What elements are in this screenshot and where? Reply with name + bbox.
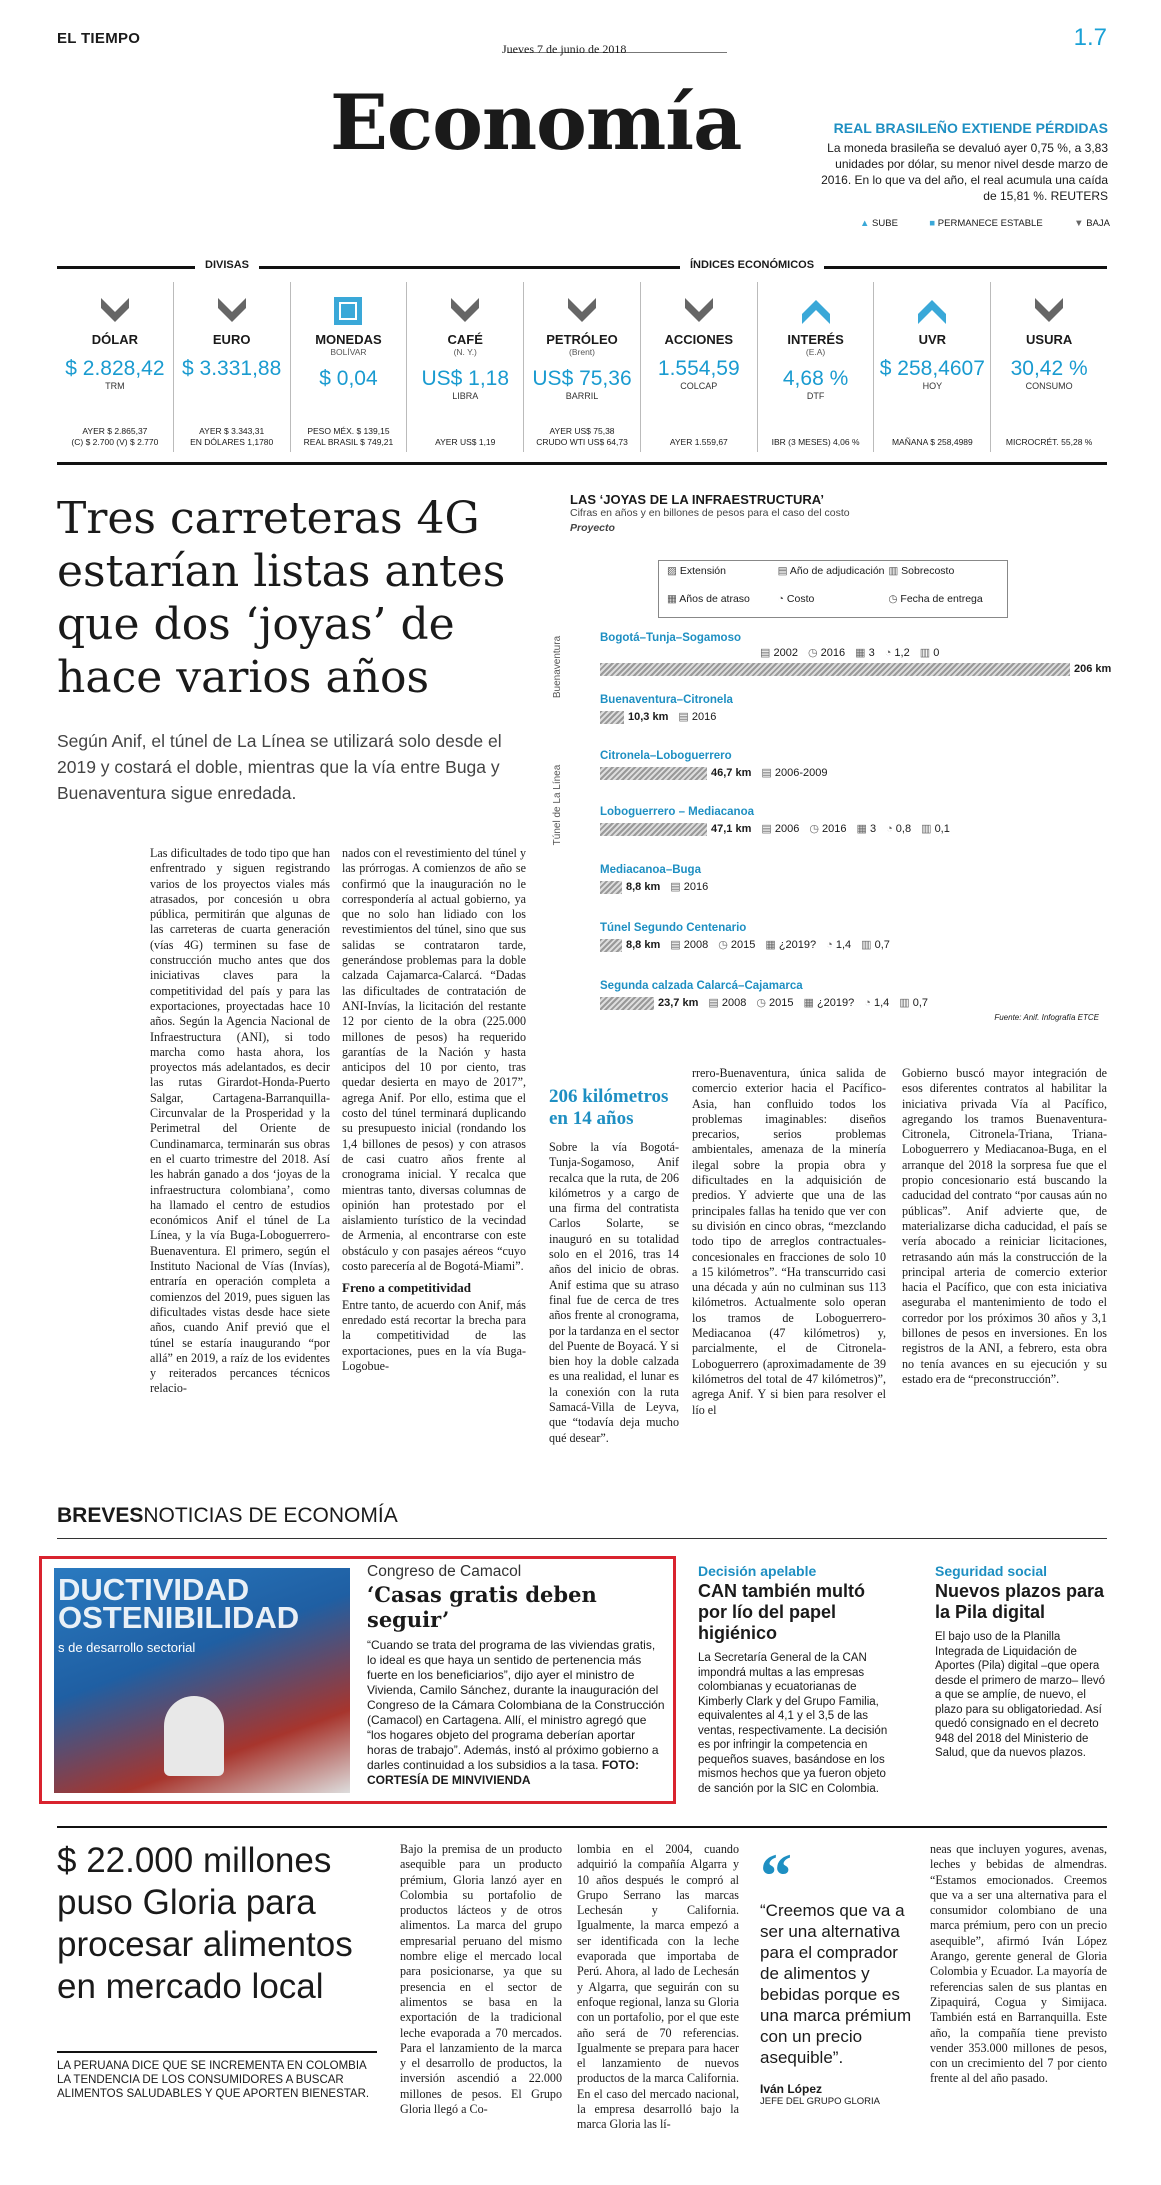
project-name: Buenaventura–Citronela <box>600 694 733 706</box>
indicator-name: ACCIONES <box>664 332 734 347</box>
indicator-extra: PESO MÉX. $ 139,15 REAL BRASIL $ 749,21 <box>303 426 394 447</box>
indicator-extra: IBR (3 MESES) 4,06 % <box>771 437 860 447</box>
project-fact: ▤ 2016 <box>678 711 717 723</box>
indicator-sub: (E.A) <box>805 347 826 357</box>
indicator-6 <box>758 282 875 452</box>
section-title: Economía <box>330 78 742 167</box>
divisas-header: DIVISAS <box>195 259 259 271</box>
breve-pila <box>935 1563 1107 1761</box>
article-col-2-text: nados con el revestimiento del túnel y las prórrogas. A comienzos de año se confirmó que la inauguración no le correspondería al actual gobierno, ya que no solo han lidiado con los revestimientos del túnel, sino que sus salidas se contrataron tarde, generándose problemas para la doble calzada Cajamarca-Calarcá. “Dadas las dificultades de contratación de ANI-Invías, la licitación del restante 12 por ciento de la obra (225.000 millones de pesos) ha requerido garantías de la Nación y hasta anticipos del 10 por ciento, tras quedar desierta en mayo de 2017”, agrega Anif. Por ello, estima que el costo del túnel terminará duplicando su presupuesto inicial (rondando los 1,4 billones de pesos) y con atrasos de casi cuatro años frente al cronograma inicial. Y recalca que mientras tanto, diversas columnas de opinión han protestado por el aislamiento turístico de la vecindad de Armenia, al encontrarse con este obstáculo y con pasajes aéreos “cuyo costo parecería al de Bogotá-Miami”. <box>342 846 526 1274</box>
article-col-2 <box>342 846 526 1374</box>
project-fact: ◔ 0,8 <box>886 823 912 835</box>
indicator-value: 4,68 % <box>782 367 849 390</box>
up-chevron-icon <box>799 294 833 328</box>
quote-author: Iván López <box>760 2082 823 2096</box>
quote-text: “Creemos que va a ser una alternativa para el comprador de alimentos y bebidas porque es una marca prémium con un precio asequible”. <box>760 1901 912 2067</box>
quote-role: JEFE DEL GRUPO GLORIA <box>760 2096 881 2107</box>
legend-glyph-icon: ▦ <box>667 593 677 605</box>
photo-banner-text: DUCTIVIDAD OSTENIBILIDAD <box>58 1572 300 1635</box>
brasil-text: La moneda brasileña se devaluó ayer 0,75 %, a 3,83 unidades por dólar, su menor nivel desde marzo de 2016. En lo que va del año, el real acumula una caída de 15,81 %. REUTERS <box>821 141 1108 203</box>
group-label-linea: Túnel de La Línea <box>552 764 563 846</box>
indicator-value: US$ 1,18 <box>421 367 510 390</box>
legend-glyph-icon: ▨ <box>667 565 677 577</box>
fact-icon: ▤ <box>670 939 681 951</box>
project-fact: ◔ 1,4 <box>864 997 890 1009</box>
project-fact: ▥ 0,1 <box>921 823 950 835</box>
article-subhead: Freno a competitividad <box>342 1280 472 1296</box>
up-arrow-icon: ▲ <box>860 218 870 229</box>
indicator-extra: AYER 1.559,67 <box>669 437 728 447</box>
project-fact: ◔ 1,2 <box>884 647 910 659</box>
project-name: Loboguerrero – Mediacanoa <box>600 806 755 818</box>
breve-1-kicker: Congreso de Camacol <box>367 1563 522 1580</box>
gloria-dek: LA PERUANA DICE QUE SE INCREMENTA EN COLOMBIA LA TENDENCIA DE LOS CONSUMIDORES A BUSCAR ALIMENTOS SALUDABLES Y QUE APORTEN BIENESTAR. <box>57 2051 377 2101</box>
infographic-rows <box>570 632 1112 1012</box>
trend-legend <box>860 218 1110 229</box>
breve-3-kicker: Seguridad social <box>935 1563 1048 1579</box>
infographic-subtitle: Cifras en años y en billones de pesos para el caso del costo <box>570 507 850 519</box>
project-bar <box>600 767 707 780</box>
breves-header: BREVESNOTICIAS DE ECONOMÍA <box>57 1504 398 1527</box>
project-bar-line <box>600 710 1100 724</box>
indicator-4 <box>524 282 641 452</box>
indicator-8 <box>991 282 1107 452</box>
fact-icon: ▤ <box>760 647 771 659</box>
project-km: 8,8 km <box>626 881 661 893</box>
photo-banner-sub: s de desarrollo sectorial <box>58 1640 196 1655</box>
infographic <box>552 492 1112 1030</box>
fact-icon: ▥ <box>919 647 931 659</box>
gloria-col-4: neas que incluyen yogures, avenas, leches y bebidas de almendras. “Estamos emocionados. Creemos que va a ser una alternativa para el consumidor colombiano de una marca prémium, pero con un precio asequible”, afirmó Iván López Arango, gerente general de Gloria Colombia y Ecuador. La mayoría de referencias salen de sus plantas en Zipaquirá, Cogua y Simijaca. También está en Barranquilla. Este año, la compañía tiene previsto vender 353.000 millones de pesos, con un crecimiento del 7 por ciento frente al del año pasado. <box>930 1842 1107 2086</box>
indicator-name: CAFÉ <box>447 332 483 347</box>
project-fact: ▤ 2002 <box>760 647 798 659</box>
legend-stable: ■ PERMANECE ESTABLE <box>929 218 1043 229</box>
project-fact: ▦ 3 <box>856 823 877 835</box>
brasil-brief <box>810 120 1108 204</box>
article-dek: Según Anif, el túnel de La Línea se utilizará solo desde el 2019 y costará el doble, mientras que la vía entre Buga y Buenaventura sigue enredada. <box>57 731 502 803</box>
legend-item: ▥ Sobrecosto <box>888 565 955 577</box>
indicator-name: UVR <box>918 332 947 347</box>
project-fact: ▦ ¿2019? <box>803 997 855 1009</box>
down-arrow-icon: ▼ <box>1074 218 1084 229</box>
fact-icon: ▤ <box>670 881 681 893</box>
indicator-value: $ 2.828,42 <box>65 357 165 380</box>
up-chevron-icon <box>915 294 949 328</box>
indicator-7 <box>874 282 991 452</box>
article-col-3: Sobre la vía Bogotá-Tunja-Sogamoso, Anif recalca que la ruta, de 206 kilómetros y a cargo de una firma del contratista Carlos Solarte, se inauguró en su totalidad solo en el 2016, tras 14 años del inicio de obras. Anif estima que su atraso final fue de cerca de tres años frente al cronograma, por la tardanza en el sector del Puente de Boyacá. Y si bien hoy la doble calzada es una realidad, el lunar es la conexión con la ruta Samacá-Villa de Leyva, que “todavía deja mucho qué desear”. <box>549 1140 679 1445</box>
legend-down: ▼ BAJA <box>1074 218 1110 229</box>
project-bar-line <box>600 663 1112 676</box>
project-fact: ▤ 2016 <box>670 881 709 893</box>
breve-3-text: El bajo uso de la Planilla Integrada de Liquidación de Aportes (Pila) digital –que opera desde el primero de marzo– llevó a que se amplíe, de nuevo, el plazo para su obligatoriedad. Así quedó consignado en el decreto 948 del 2018 del Ministerio de Salud, que da nuevos plazos. <box>935 1631 1106 1759</box>
project-row <box>600 806 1100 836</box>
fact-icon: ▦ <box>855 647 866 659</box>
project-km: 10,3 km <box>628 711 669 723</box>
project-bar-line <box>600 822 1100 836</box>
project-km: 47,1 km <box>711 823 752 835</box>
fact-icon: ▦ <box>765 939 776 951</box>
indicator-extra: AYER $ 3.343,31 EN DÓLARES 1,1780 <box>190 426 274 447</box>
indicator-bottom-rule <box>57 462 1107 465</box>
project-fact: ▥ 0 <box>919 647 940 659</box>
camacol-photo <box>54 1568 350 1793</box>
breve-can <box>698 1563 898 1796</box>
project-row <box>600 750 1100 780</box>
indicator-unit: COLCAP <box>680 381 718 391</box>
indicator-sub: BOLÍVAR <box>330 347 367 357</box>
indicators-bar <box>57 282 1107 452</box>
quote-mark-icon: “ <box>760 1840 792 1911</box>
indicator-value: US$ 75,36 <box>532 367 632 390</box>
project-bar-line <box>600 766 1100 780</box>
project-bar-line <box>600 880 1100 894</box>
speaker-figure <box>164 1696 224 1776</box>
fact-icon: ▤ <box>678 711 689 723</box>
breve-3-title: Nuevos plazos para la Pila digital <box>935 1581 1105 1622</box>
indicator-value: 1.554,59 <box>657 357 740 380</box>
indicator-3 <box>407 282 524 452</box>
down-chevron-icon <box>565 294 599 328</box>
down-chevron-icon <box>98 294 132 328</box>
project-km: 46,7 km <box>711 767 752 779</box>
brand-logo: EL TIEMPO <box>57 30 141 47</box>
legend-glyph-icon: ▥ <box>888 565 899 577</box>
masthead <box>57 24 1107 56</box>
fact-icon: ◔ <box>884 647 892 659</box>
breves-rule <box>57 1538 1107 1539</box>
gloria-headline: $ 22.000 millones puso Gloria para procesar alimentos en mercado local <box>57 1841 353 2006</box>
project-km: 8,8 km <box>626 939 661 951</box>
breve-2-title: CAN también multó por lío del papel higiénico <box>698 1581 866 1643</box>
indicator-0 <box>57 282 174 452</box>
project-fact: ▦ 3 <box>855 647 875 659</box>
down-chevron-icon <box>215 294 249 328</box>
indicator-unit: CONSUMO <box>1025 381 1073 391</box>
indicator-sub: (Brent) <box>569 347 595 357</box>
indicator-extra: AYER US$ 75,38 CRUDO WTI US$ 64,73 <box>536 426 628 447</box>
legend-item: ▦ Años de atraso <box>667 593 750 605</box>
article-col-5: Gobierno buscó mayor integración de esos diferentes contratos al habilitar la iniciativa privada Vía al Pacífico, agregando los tramos Buenaventura-Citronela, Citronela-Triana, Triana-Loboguerrero y Mediacanoa-Buga, en el arranque del 2018 la sorpresa fue que el propio concesionario está buscando la caducidad del contrato “por causas aún no públicas”. Anif advierte que, de materializarse dicha caducidad, el país se vería abocado a reiniciar licitaciones, retrasando aún más la construcción de la principal arteria de comercio exterior hacia el Pacífico, que con esta iniciativa aseguraba el mantenimiento de todo el corredor por los próximos 30 años y 3,1 billones de pesos en inversiones. En los registros de la ANI, a febrero, esta obra no tenía avances en su ejecución y su estado era de “preconstrucción”. <box>902 1066 1107 1386</box>
project-bar-line <box>600 938 1100 952</box>
project-facts <box>750 646 1100 659</box>
project-fact: ◷ 2015 <box>718 939 756 951</box>
indicator-name: PETRÓLEO <box>546 332 618 347</box>
group-label-buenaventura: Buenaventura <box>552 635 563 699</box>
page-number: 1.7 <box>1073 24 1107 51</box>
down-chevron-icon <box>1032 294 1066 328</box>
indicator-unit: BARRIL <box>565 391 599 401</box>
fact-icon: ◷ <box>756 997 766 1009</box>
fact-icon: ◷ <box>718 939 728 951</box>
project-fact: ▦ ¿2019? <box>765 939 817 951</box>
project-bar <box>600 711 624 724</box>
project-row <box>600 980 1100 1010</box>
fact-icon: ▦ <box>856 823 867 835</box>
project-fact: ◷ 2016 <box>807 647 846 659</box>
fact-icon: ▤ <box>761 823 772 835</box>
breve-camacol <box>367 1563 667 1788</box>
indicator-extra: MICROCRÉT. 55,28 % <box>1005 437 1093 447</box>
indicator-name: DÓLAR <box>91 332 138 347</box>
indicator-extra: AYER $ 2.865,37 (C) $ 2.700 (V) $ 2.770 <box>71 426 159 447</box>
breve-2-text: La Secretaría General de la CAN impondrá multas a las empresas colombianas y ecuatorianas de Kimberly Clark y del Grupo Familia, equivalentes al 4,1 y el 3,5 de las ventas, respectivamente. La decisión es por infringir la competencia en pequeños suaves, basándose en los mismos hechos que ya fueron objeto de sanción por la SIC en Colombia. <box>698 1652 888 1795</box>
indicator-name: USURA <box>1026 332 1073 347</box>
indicator-value: $ 258,4607 <box>879 357 985 380</box>
indicator-value: $ 0,04 <box>319 367 378 390</box>
breve-1-body <box>367 1638 667 1788</box>
infographic-legend <box>658 560 1008 618</box>
gloria-col-2: lombia en el 2004, cuando adquirió la compañía Algarra y 10 años después le compró al Grupo Serrano las marcas Lechesán y California. Igualmente, la marca empezó a ser identificada con la leche evaporada que importaba de Perú. Ahora, al lado de Lechesán y Algarra, que seguirán con su enfoque regional, lanza su Gloria con un portafolio, por el que este año será de 70 referencias. Igualmente se prepara para hacer el lanzamiento de nuevos productos de la marca California. En el caso del mercado nacional, la empresa desarrolló bajo la marca Gloria las lí- <box>577 1842 739 2132</box>
legend-item: ◷ Fecha de entrega <box>888 593 983 605</box>
infographic-source: Fuente: Anif. Infografía ETCE <box>994 1013 1099 1022</box>
project-row <box>600 694 1100 724</box>
project-fact: ▤ 2006 <box>761 823 800 835</box>
fact-icon: ▤ <box>708 997 719 1009</box>
indicator-name: EURO <box>212 332 251 347</box>
indicator-unit: TRM <box>105 381 125 391</box>
fact-icon: ▤ <box>761 767 772 779</box>
fact-icon: ◔ <box>826 939 833 951</box>
breve-1-text: “Cuando se trata del programa de las viviendas gratis, lo ideal es que haya un sentido de pertenencia más fuerte en los beneficiarios”, dijo ayer el ministro de Vivienda, Camilo Sánchez, durante la inauguración del Congreso de la Cámara Colombiana de la Construcción (Camacol) en Cartagena. Allí, el ministro agregó que “los hogares objeto del programa deberían aportar horas de trabajo”. Además, instó al próximo gobierno a darles continuidad a los subsidios a la tasa. <box>367 1638 665 1772</box>
gloria-col-1: Bajo la premisa de un producto asequible para un producto prémium, Gloria lanzó ayer en Colombia su portafolio de productos lácteos y de otros alimentos. La marca del grupo empresarial peruano del mismo nombre elige el mercado local para posicionarse, ya que su presencia en el sector de alimentos se basa en la exportación de la tradicional leche evaporada a 70 mercados. Para el lanzamiento de la marca y el desarrollo de productos, la inversión ascendió a 22.000 millones de pesos. El Grupo Gloria llegó a Co- <box>400 1842 562 2117</box>
article-col-4: rrero-Buenaventura, única salida de comercio exterior hacia el Pacífico-Asia, han confluido todos los problemas imaginables: diseños precarios, serios problemas ambientales, amenaza de la minería ilegal sobre la propia obra y dificultades en la adquisición de predios. Y advierte que una de las principales fallas ha tenido que ver con su división en cinco obras, “mezclando todo tipo de arreglos contractuales-concesionales en fracciones de solo 10 a 15 kilómetros”. “Ha transcurrido casi una década y aún no culminan sus 113 kilómetros. Actualmente solo operan los tramos de Loboguerrero-Mediacanoa (47 kilómetros) y, parcialmente, el de Citronela-Loboguerrero (aproximadamente de 39 kilómetros del total de 47 kilómetros)”, agrega Anif. Y si bien para resolver el lío el <box>692 1066 886 1417</box>
project-bar <box>600 939 622 952</box>
square-icon: ■ <box>929 218 936 229</box>
indicator-5 <box>641 282 758 452</box>
fact-icon: ◔ <box>886 823 893 835</box>
project-fact: ▤ 2008 <box>708 997 747 1009</box>
article-headline: Tres carreteras 4G estarían listas antes que dos ‘joyas’ de hace varios años <box>57 493 506 703</box>
fact-icon: ▦ <box>803 997 814 1009</box>
stable-square-icon <box>331 294 365 328</box>
indicator-value: $ 3.331,88 <box>182 357 282 380</box>
project-name: Mediacanoa–Buga <box>600 864 701 876</box>
breve-2-kicker: Decisión apelable <box>698 1563 817 1579</box>
project-row <box>600 922 1100 952</box>
legend-up: ▲ SUBE <box>860 218 898 229</box>
project-bar <box>600 663 1070 676</box>
legend-item: ▨ Extensión <box>667 565 726 577</box>
legend-glyph-icon: ◔ <box>777 593 784 605</box>
project-name: Túnel Segundo Centenario <box>600 922 747 934</box>
indicator-name: MONEDAS <box>315 332 382 347</box>
photo-credit: FOTO: CORTESÍA DE MINVIVIENDA <box>367 1758 639 1787</box>
indicator-unit: HOY <box>922 381 943 391</box>
project-bar <box>600 823 707 836</box>
fact-icon: ◷ <box>807 647 818 659</box>
project-name: Segunda calzada Calarcá–Cajamarca <box>600 980 803 992</box>
project-row <box>600 864 1100 894</box>
sidebar-headline: 206 kilómetros en 14 años <box>549 1086 669 1129</box>
project-bar <box>600 881 622 894</box>
indicator-1 <box>174 282 291 452</box>
breve-1-title: ‘Casas gratis deben seguir’ <box>367 1582 597 1632</box>
legend-item: ▤ Año de adjudicación <box>777 565 885 577</box>
project-name: Bogotá–Tunja–Sogamoso <box>600 632 741 644</box>
fact-icon: ▥ <box>861 939 872 951</box>
legend-glyph-icon: ▤ <box>777 565 788 577</box>
project-fact: ▤ 2008 <box>670 939 709 951</box>
indicator-2 <box>291 282 408 452</box>
project-name: Citronela–Loboguerrero <box>600 750 732 762</box>
article-col-1: Las dificultades de todo tipo que han enfrentrado y siguen registrando varios de los proyectos viales más atrasados, por concesión u obra pública, permitirán que algunas de las carreteras de cuarta generación (vías 4G) terminen su fase de construcción mucho antes que dos iniciativas claves para la competitividad del país y para las exportaciones, proyectadas hace 10 años. Según la Agencia Nacional de Infraestructura (ANI), si todo marcha como hasta ahora, los proyectos más adelantados, es decir las rutas Girardot-Honda-Puerto Salgar, Cartagena-Barranquilla-Circunvalar de la Prosperidad y la Perimetral del Oriente de Cundinamarca, terminarán sus obras en el cuarto trimestre del 2018. Así les habrán ganado a dos ‘joyas de la infraestructura colombiana’, como ha llamado el centro de estudios económicos Anif el túnel de La Línea, y la vía Buga-Loboguerrero-Buenaventura. El primero, según el Instituto Nacional de Vías (Invías), entraría en operación completa a comienzos del 2019, pues siguen las dificultades vistas desde hace siete años, cuando Anif previó que el túnel se estaría inaugurando “por allá” en 2019, a raíz de los evidentes y reiterados percances técnicos relacio- <box>150 846 330 1396</box>
gloria-rule <box>57 1826 1107 1828</box>
legend-glyph-icon: ◷ <box>888 593 898 605</box>
project-fact: ▥ 0,7 <box>861 939 890 951</box>
indicator-value: 30,42 % <box>1010 357 1088 380</box>
project-fact: ◔ 1,4 <box>826 939 852 951</box>
project-fact: ▥ 0,7 <box>899 997 929 1009</box>
indicator-extra: MAÑANA $ 258,4989 <box>891 437 973 447</box>
indices-header: ÍNDICES ECONÓMICOS <box>680 259 824 271</box>
infographic-project-label: Proyecto <box>570 522 615 534</box>
indicator-name: INTERÉS <box>787 332 844 347</box>
project-km: 23,7 km <box>658 997 699 1009</box>
fact-icon: ▥ <box>921 823 932 835</box>
down-chevron-icon <box>682 294 716 328</box>
indicator-unit: LIBRA <box>452 391 479 401</box>
project-bar <box>600 997 654 1010</box>
project-km: 206 km <box>1074 663 1112 676</box>
project-fact: ▤ 2006-2009 <box>761 767 828 779</box>
indicator-extra: AYER US$ 1,19 <box>435 437 496 447</box>
project-fact: ◷ 2015 <box>756 997 794 1009</box>
legend-item: ◔ Costo <box>777 593 815 605</box>
article-col-2-text-b: Entre tanto, de acuerdo con Anif, más enredado está recortar la brecha para la competitividad de las exportaciones, pues en la vía Buga-Logobue- <box>342 1297 526 1373</box>
fact-icon: ◔ <box>864 997 871 1009</box>
issue-date: Jueves 7 de junio de 2018 <box>502 42 627 56</box>
fact-icon: ▥ <box>899 997 910 1009</box>
indicator-sub: (N. Y.) <box>453 347 477 357</box>
pull-quote <box>760 1840 920 2107</box>
infographic-title: LAS ‘JOYAS DE LA INFRAESTRUCTURA’ <box>570 492 825 507</box>
brasil-title: REAL BRASILEÑO EXTIENDE PÉRDIDAS <box>833 120 1108 136</box>
project-row <box>600 632 1112 676</box>
project-fact: ◷ 2016 <box>809 823 847 835</box>
fact-icon: ◷ <box>809 823 819 835</box>
indicator-unit: DTF <box>806 391 825 401</box>
project-bar-line <box>600 996 1100 1010</box>
down-chevron-icon <box>448 294 482 328</box>
